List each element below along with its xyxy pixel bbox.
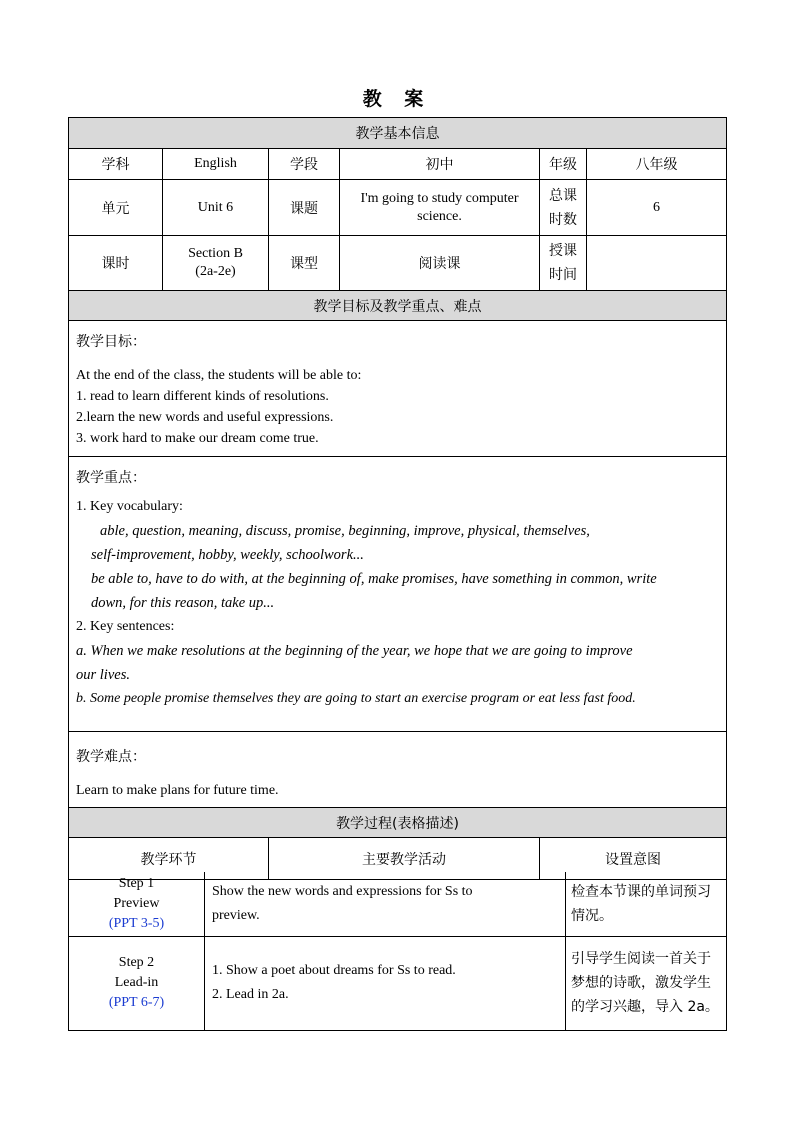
activity-line: 1. Show a poet about dreams for Ss to read. <box>212 963 456 978</box>
step-name: Preview <box>113 895 160 911</box>
difficulties-heading: 教学难点： <box>76 749 146 765</box>
activity-line: 2. Lead in 2a. <box>212 987 289 1002</box>
objectives-section <box>69 321 727 457</box>
key-points-heading: 教学重点： <box>76 470 146 486</box>
teaching-time-label-line2: 时间 <box>549 267 577 283</box>
subject-value: English <box>163 149 269 180</box>
grade-label: 年级 <box>540 149 587 180</box>
difficulties-section <box>69 732 727 808</box>
difficulties-text: Learn to make plans for future time. <box>76 783 279 798</box>
topic-value: I'm going to study computer science. <box>340 180 540 236</box>
process-step <box>69 872 205 936</box>
grade-value: 八年级 <box>587 149 727 180</box>
step-ppt-ref: (PPT 3-5) <box>108 915 165 931</box>
total-periods-label <box>540 180 587 236</box>
activity-line: preview. <box>212 907 260 923</box>
objective-line: 3. work hard to make our dream come true. <box>76 431 319 446</box>
stage-label: 学段 <box>269 149 340 180</box>
key-vocabulary-label: 1. Key vocabulary: <box>76 499 183 514</box>
lesson-type-label: 课型 <box>269 236 340 291</box>
step-activity <box>205 936 566 1030</box>
period-label: 课时 <box>69 236 163 291</box>
total-periods-label-line1: 总课 <box>549 187 577 204</box>
phrase-line: be able to, have to do with, at the beginning of, make promises, have something in common, write <box>91 571 657 587</box>
process-step <box>69 936 205 1030</box>
basic-info-header: 教学基本信息 <box>69 118 727 149</box>
goals-header: 教学目标及教学重点、难点 <box>69 291 727 321</box>
step-purpose: 检查本节课的单词预习情况。 <box>566 872 727 936</box>
topic-label: 课题 <box>269 180 340 236</box>
stage-value: 初中 <box>340 149 540 180</box>
activity-column-header: 主要教学活动 <box>269 838 540 880</box>
vocab-line: self-improvement, hobby, weekly, schoolwork... <box>91 547 364 563</box>
objective-line: At the end of the class, the students will be able to: <box>76 368 362 383</box>
objectives-heading: 教学目标： <box>76 334 146 350</box>
period-value-line2: (2a-2e) <box>195 264 236 279</box>
step-activity <box>205 872 566 936</box>
sentence-line: b. Some people promise themselves they are going to start an exercise program or eat less fast food. <box>76 691 636 706</box>
step-number: Step 2 <box>118 955 155 970</box>
total-periods-value: 6 <box>587 180 727 236</box>
objective-line: 2.learn the new words and useful expressions. <box>76 410 334 425</box>
unit-label: 单元 <box>69 180 163 236</box>
document-title: 教 案 <box>362 88 432 110</box>
sentence-line: our lives. <box>76 667 130 683</box>
period-value-line1: Section B <box>188 246 243 261</box>
purpose-column-header: 设置意图 <box>540 838 727 880</box>
total-periods-label-line2: 时数 <box>549 211 577 228</box>
teaching-time-value <box>587 236 727 291</box>
objective-line: 1. read to learn different kinds of resolutions. <box>76 389 329 404</box>
teaching-time-label <box>540 236 587 291</box>
sentence-line: a. When we make resolutions at the beginning of the year, we hope that we are going to improve <box>76 643 633 659</box>
step-name: Lead-in <box>114 975 159 990</box>
stage-column-header: 教学环节 <box>69 838 269 880</box>
lesson-type-value: 阅读课 <box>340 236 540 291</box>
period-value <box>163 236 269 291</box>
process-header: 教学过程(表格描述) <box>69 808 727 838</box>
activity-line: Show the new words and expressions for Ss to <box>212 883 473 899</box>
key-points-section <box>69 457 727 732</box>
teaching-time-label-line1: 授课 <box>549 243 577 259</box>
process-table <box>68 872 727 1031</box>
step-purpose: 引导学生阅读一首关于梦想的诗歌，激发学生的学习兴趣，导入 2a。 <box>566 936 727 1030</box>
unit-value: Unit 6 <box>163 180 269 236</box>
key-sentences-label: 2. Key sentences: <box>76 619 175 634</box>
lesson-plan-table <box>68 117 727 880</box>
phrase-line: down, for this reason, take up... <box>91 595 275 611</box>
subject-label: 学科 <box>69 149 163 180</box>
vocab-line: able, question, meaning, discuss, promise, beginning, improve, physical, themselves, <box>100 523 590 539</box>
step-number: Step 1 <box>118 875 155 891</box>
step-ppt-ref: (PPT 6-7) <box>108 995 165 1010</box>
